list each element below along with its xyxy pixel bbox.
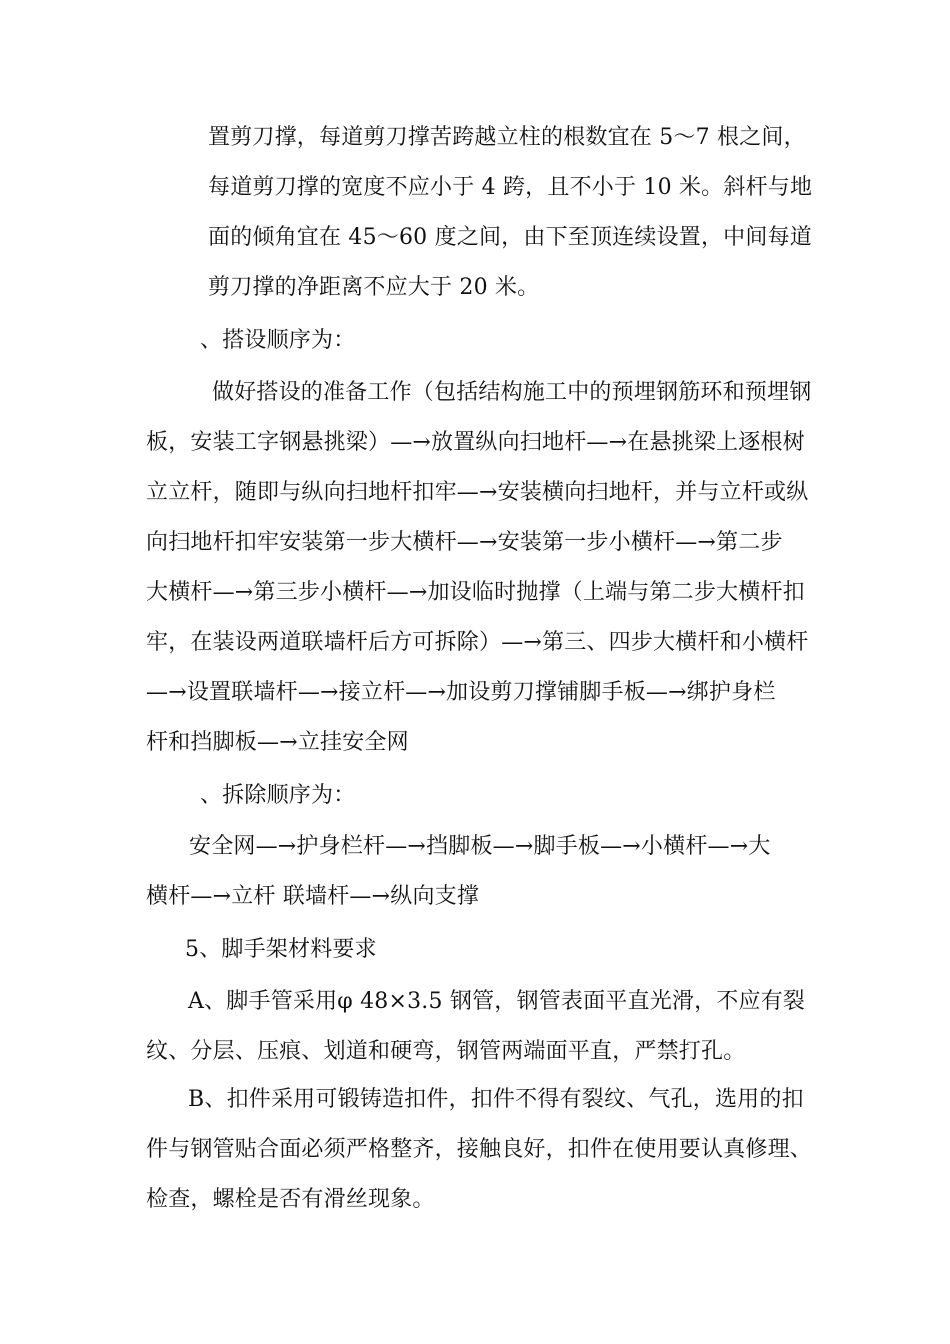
section-heading: 、搭设顺序为：	[200, 328, 356, 353]
text-line: 检查，螺栓是否有滑丝现象。	[146, 1187, 435, 1212]
text-line: 每道剪刀撑的宽度不应小于 4 跨，且不小于 10 米。斜杆与地	[208, 175, 813, 200]
text-line: A、脚手管采用φ 48×3.5 钢管，钢管表面平直光滑，不应有裂	[188, 989, 806, 1014]
text-line: 板，安装工字钢悬挑梁）—→放置纵向扫地杆—→在悬挑梁上逐根树	[146, 430, 805, 455]
section-heading: 、拆除顺序为：	[200, 783, 356, 808]
text-line: 横杆—→立杆 联墙杆—→纵向支撑	[146, 884, 480, 909]
text-line: 大横杆—→第三步小横杆—→加设临时抛撑（上端与第二步大横杆扣	[146, 580, 805, 605]
section-heading: 5、脚手架材料要求	[185, 937, 377, 962]
text-line: 件与钢管贴合面必须严格整齐，接触良好，扣件在使用要认真修理、	[146, 1137, 813, 1162]
text-line: 做好搭设的准备工作（包括结构施工中的预埋钢筋环和预埋钢	[212, 380, 812, 405]
text-line: B、扣件采用可锻铸造扣件，扣件不得有裂纹、气孔，选用的扣	[188, 1087, 804, 1112]
text-line: 安全网—→护身栏杆—→挡脚板—→脚手板—→小横杆—→大	[189, 834, 771, 859]
text-line: 纹、分层、压痕、划道和硬弯，钢管两端面平直，严禁打孔。	[146, 1039, 746, 1064]
text-line: 面的倾角宜在 45～60 度之间，由下至顶连续设置，中间每道	[208, 225, 812, 250]
text-line: 牢，在装设两道联墙杆后方可拆除）—→第三、四步大横杆和小横杆	[146, 630, 809, 655]
text-line: 剪刀撑的净距离不应大于 20 米。	[208, 275, 540, 300]
text-line: 立立杆，随即与纵向扫地杆扣牢—→安装横向扫地杆，并与立杆或纵	[146, 480, 809, 505]
text-line: 向扫地杆扣牢安装第一步大横杆—→安装第一步小横杆—→第二步	[146, 530, 783, 555]
text-line: 杆和挡脚板—→立挂安全网	[146, 730, 409, 755]
text-line: —→设置联墙杆—→接立杆—→加设剪刀撑铺脚手板—→绑护身栏	[146, 680, 776, 705]
text-line: 置剪刀撑，每道剪刀撑苦跨越立柱的根数宜在 5～7 根之间，	[208, 125, 806, 150]
